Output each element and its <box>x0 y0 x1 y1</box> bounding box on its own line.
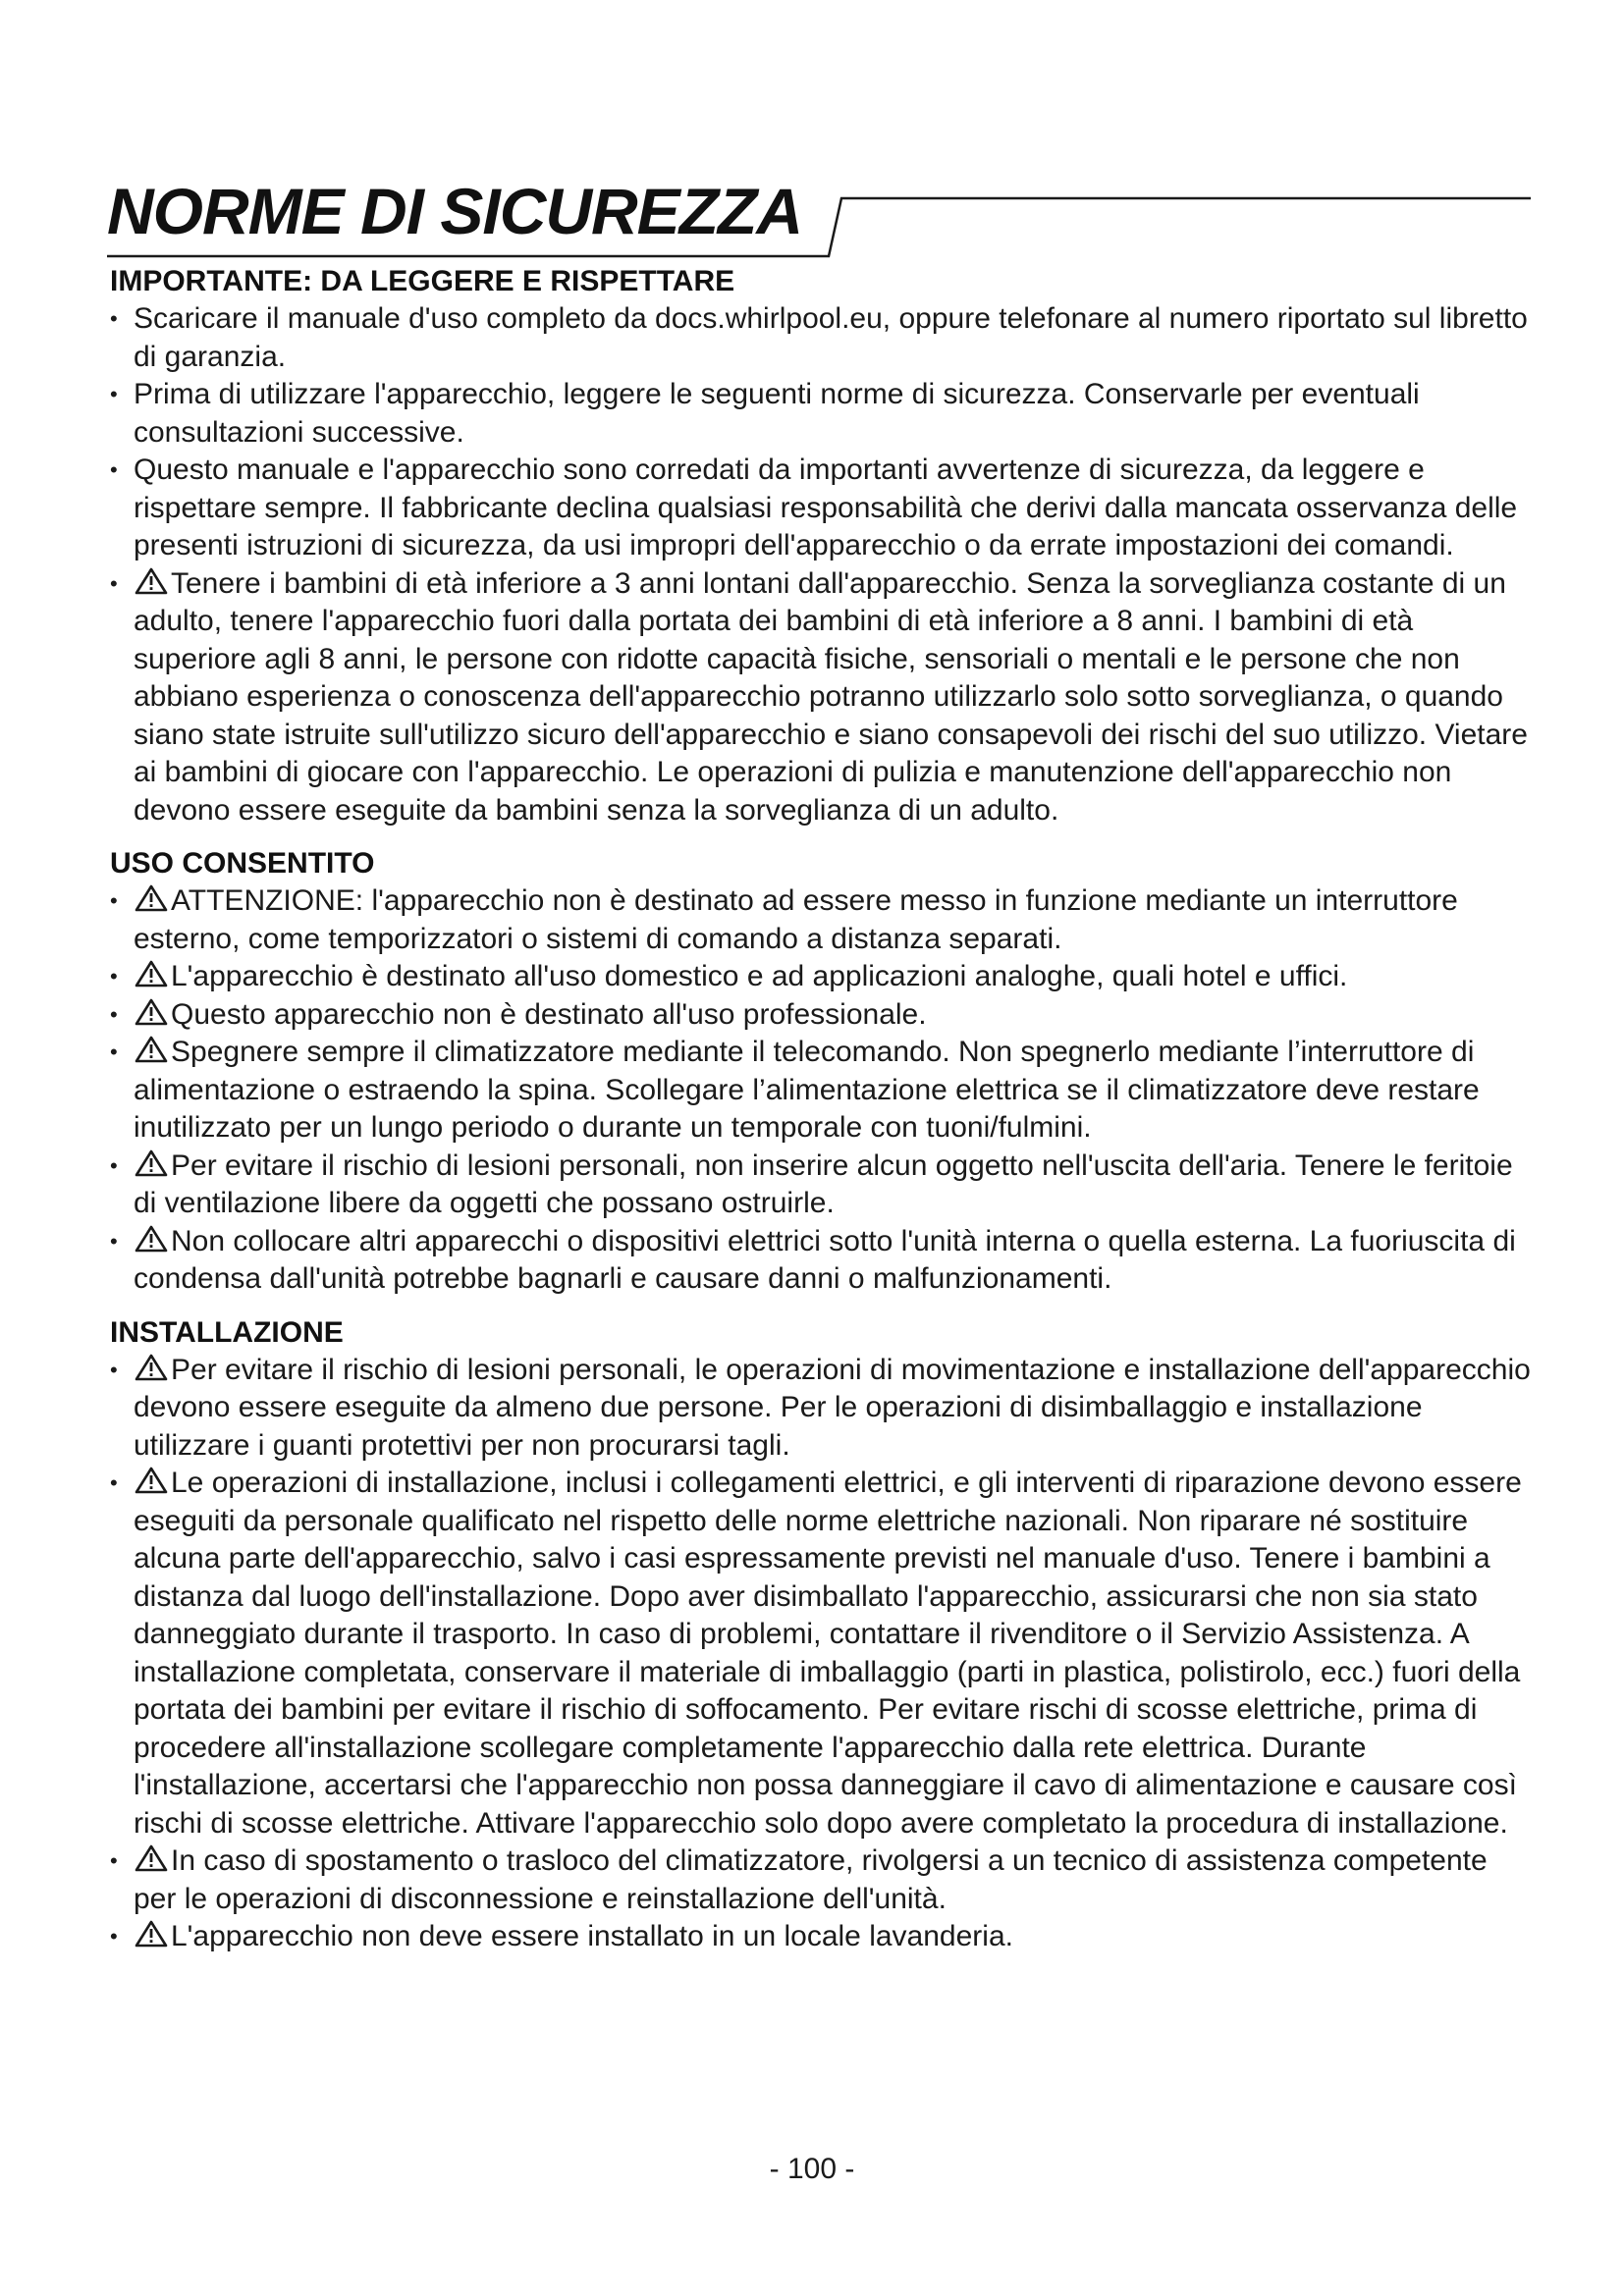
warning-triangle-icon <box>134 1353 169 1382</box>
list-item <box>110 376 1534 452</box>
warning-triangle-icon <box>134 1035 169 1064</box>
warning-triangle-icon <box>134 1224 169 1254</box>
warning-triangle-icon <box>134 566 169 596</box>
item-text: Prima di utilizzare l'apparecchio, leggere le seguenti norme di sicurezza. Conservarle per eventuali consultazioni successive. <box>134 378 1420 449</box>
item-text: L'apparecchio è destinato all'uso domestico e ad applicazioni analoghe, quali hotel e uffici. <box>171 960 1348 992</box>
list-item <box>110 1352 1534 1466</box>
bullet: • <box>110 570 118 596</box>
warning-triangle-icon <box>134 1843 169 1873</box>
bullet: • <box>110 964 118 988</box>
list-item <box>110 1148 1534 1223</box>
list-item <box>110 452 1534 565</box>
section-list-uso-consentito <box>110 882 1534 1299</box>
section-list-installazione <box>110 1352 1534 1956</box>
bullet: • <box>110 1470 118 1495</box>
bullet: • <box>110 888 118 913</box>
bullet: • <box>110 1848 118 1873</box>
list-item <box>110 996 1534 1035</box>
bullet: • <box>110 1001 118 1027</box>
section-heading-uso-consentito: USO CONSENTITO <box>110 847 375 880</box>
page-title: NORME DI SICUREZZA <box>107 175 802 247</box>
list-item <box>110 300 1534 376</box>
section-heading-importante: IMPORTANTE: DA LEGGERE E RISPETTARE <box>110 265 735 297</box>
bullet: • <box>110 1152 118 1178</box>
item-text: In caso di spostamento o trasloco del climatizzatore, rivolgersi a un tecnico di assistenza competente per le operazioni di disconnessione e reinstallazione dell'unità. <box>134 1844 1488 1915</box>
warning-triangle-icon <box>134 1919 169 1949</box>
item-text: Non collocare altri apparecchi o dispositivi elettrici sotto l'unità interna o quella esterna. La fuoriuscita di condensa dall'unità potrebbe bagnarli e causare danni o malfunzionamenti. <box>134 1224 1516 1295</box>
list-item <box>110 565 1534 830</box>
bullet: • <box>110 306 118 331</box>
section-list-importante <box>110 300 1534 829</box>
warning-triangle-icon <box>134 1148 169 1178</box>
bullet: • <box>110 1924 118 1949</box>
item-text: Questo manuale e l'apparecchio sono corredati da importanti avvertenze di sicurezza, da leggere e rispettare sempre. Il fabbricante declina qualsiasi responsabilità che derivi dalla mancata osservanza delle presenti istruzioni di sicurezza, da usi impropri dell'apparecchio o da errate impostazioni dei comandi. <box>134 454 1518 561</box>
item-text: L'apparecchio non deve essere installato in un locale lavanderia. <box>171 1920 1013 1952</box>
item-text: Tenere i bambini di età inferiore a 3 anni lontani dall'apparecchio. Senza la sorveglianza costante di un adulto, tenere l'apparecchio fuori dalla portata dei bambini di età inferiore a 8 anni. I bambini di età superiore agli 8 anni, le persone con ridotte capacità fisiche, sensoriali o mentali e le persone che non abbiano esperienza o conoscenza dell'apparecchio potranno utilizzarlo solo sotto sorveglianza, o quando siano state istruite sull'utilizzo sicuro dell'apparecchio e siano consapevoli dei rischi del suo utilizzo. Vietare ai bambini di giocare con l'apparecchio. Le operazioni di pulizia e manutenzione dell'apparecchio non devono essere eseguite da bambini senza la sorveglianza di un adulto. <box>134 566 1528 827</box>
bullet: • <box>110 457 118 482</box>
bullet: • <box>110 382 118 406</box>
item-text: ATTENZIONE: l'apparecchio non è destinato ad essere messo in funzione mediante un interruttore esterno, come temporizzatori o sistemi di comando a distanza separati. <box>134 884 1458 955</box>
item-text: Per evitare il rischio di lesioni personali, non inserire alcun oggetto nell'uscita dell'aria. Tenere le feritoie di ventilazione libere da oggetti che possano ostruirle. <box>134 1148 1513 1219</box>
list-item <box>110 1223 1534 1299</box>
list-item <box>110 1465 1534 1842</box>
item-text: Questo apparecchio non è destinato all'uso professionale. <box>171 997 927 1031</box>
section-heading-installazione: INSTALLAZIONE <box>110 1315 344 1349</box>
item-text: Scaricare il manuale d'uso completo da docs.whirlpool.eu, oppure telefonare al numero riportato sul libretto di garanzia. <box>134 302 1528 373</box>
page-number: - 100 - <box>769 2153 855 2185</box>
bullet: • <box>110 1040 118 1064</box>
warning-triangle-icon <box>134 1466 169 1495</box>
bullet: • <box>110 1357 118 1382</box>
item-text: Le operazioni di installazione, inclusi i collegamenti elettrici, e gli interventi di riparazione devono essere eseguiti da personale qualificato nel rispetto delle norme elettriche nazionali. Non riparare né sostituire alcuna parte dell'apparecchio, salvo i casi espressamente previsti nel manuale d'uso. Tenere i bambini a distanza dal luogo dell'installazione. Dopo aver disimballato l'apparecchio, assicurarsi che non sia stato danneggiato durante il trasporto. In caso di problemi, contattare il rivenditore o il Servizio Assistenza. A installazione completata, conservare il materiale di imballaggio (parti in plastica, polistirolo, ecc.) fuori della portata dei bambini per evitare il rischio di soffocamento. Per evitare rischi di scosse elettriche, prima di procedere all'installazione scollegare completamente l'apparecchio dalla rete elettrica. Durante l'installazione, accertarsi che l'apparecchio non possa danneggiare il cavo di alimentazione e causare così rischi di scosse elettriche. Attivare l'apparecchio solo dopo avere completato la procedura di installazione. <box>134 1467 1522 1840</box>
title-row <box>107 172 1531 260</box>
list-item <box>110 1034 1534 1148</box>
warning-triangle-icon <box>134 883 169 913</box>
list-item <box>110 958 1534 996</box>
bullet: • <box>110 1228 118 1254</box>
list-item <box>110 1842 1534 1918</box>
list-item <box>110 1918 1534 1956</box>
item-text: Per evitare il rischio di lesioni personali, le operazioni di movimentazione e installazione dell'apparecchio devono essere eseguite da almeno due persone. Per le operazioni di disimballaggio e installazione utilizzare i guanti protettivi per non procurarsi tagli. <box>134 1353 1531 1462</box>
safety-content <box>110 263 1534 1956</box>
item-text: Spegnere sempre il climatizzatore mediante il telecomando. Non spegnerlo mediante l’interruttore di alimentazione o estraendo la spina. Scollegare l’alimentazione elettrica se il climatizzatore deve restare inutilizzato per un lungo periodo o durante un temporale con tuoni/fulmini. <box>134 1036 1480 1144</box>
warning-triangle-icon <box>134 959 169 988</box>
list-item <box>110 882 1534 958</box>
warning-triangle-icon <box>134 997 169 1027</box>
